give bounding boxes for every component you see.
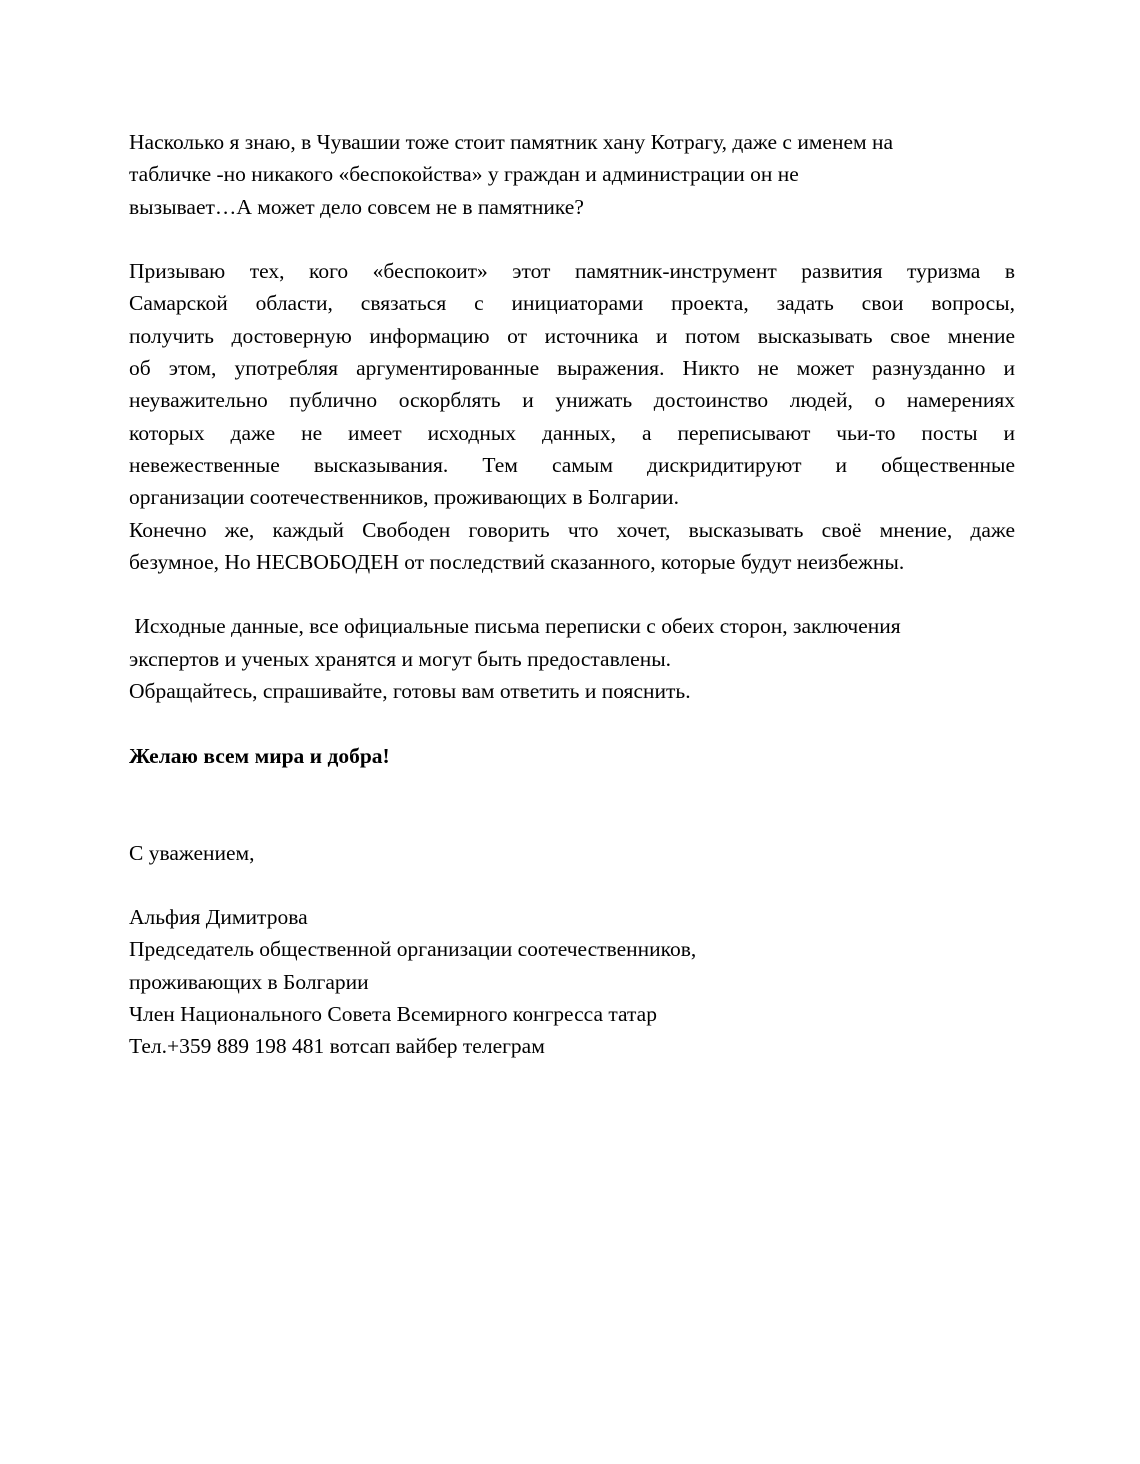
freedom-line: Конечно же, каждый Свободен говорить что хочет, высказывать своё мнение, даже [129, 517, 1015, 542]
paragraph-spacer [129, 578, 1015, 610]
freedom-paragraph [129, 514, 1015, 579]
signature-title: Председатель общественной организации соотечественников, [129, 937, 697, 962]
intro-line: вызывает…А может дело совсем не в памятнике? [129, 194, 584, 219]
signature-phone: Тел.+359 889 198 481 вотсап вайбер телеграм [129, 1034, 545, 1059]
appeal-line: Самарской области, связаться с инициаторами проекта, задать свои вопросы, [129, 291, 1015, 316]
signature-block [129, 901, 1015, 1062]
appeal-line: Призываю тех, кого «беспокоит» этот памятник-инструмент развития туризма в [129, 259, 1015, 284]
signature-membership: Член Национального Совета Всемирного конгресса татар [129, 1002, 657, 1027]
paragraph-spacer [129, 772, 1015, 837]
intro-paragraph [129, 126, 1015, 223]
closing-line: С уважением, [129, 840, 255, 865]
appeal-line: невежественные высказывания. Тем самым дискридитируют и общественные [129, 452, 1015, 477]
data-paragraph [129, 610, 1015, 707]
data-line: Исходные данные, все официальные письма переписки с обеих сторон, заключения [129, 614, 901, 639]
appeal-line: получить достоверную информацию от источника и потом высказывать свое мнение [129, 323, 1015, 348]
appeal-line: об этом, употребляя аргументированные выражения. Никто не может разнузданно и [129, 356, 1015, 381]
intro-line: Насколько я знаю, в Чувашии тоже стоит памятник хану Котрагу, даже с именем на [129, 130, 894, 154]
paragraph-spacer [129, 223, 1015, 255]
wish-line: Желаю всем мира и добра! [129, 743, 390, 768]
freedom-line: безумное, Но НЕСВОБОДЕН от последствий сказанного, которые будут неизбежны. [129, 549, 905, 574]
appeal-line: которых даже не имеет исходных данных, а переписывают чьи-то посты и [129, 420, 1015, 445]
signature-title: проживающих в Болгарии [129, 969, 369, 994]
data-line: экспертов и ученых хранятся и могут быть предоставлены. [129, 646, 672, 671]
appeal-paragraph [129, 255, 1015, 513]
data-line: Обращайтесь, спрашивайте, готовы вам ответить и пояснить. [129, 679, 691, 704]
appeal-line: неуважительно публично оскорблять и унижать достоинство людей, о намерениях [129, 388, 1015, 413]
letter-page [129, 126, 1015, 1063]
intro-line: табличке -но никакого «беспокойства» у граждан и администрации он не [129, 162, 799, 187]
paragraph-spacer [129, 869, 1015, 901]
paragraph-spacer [129, 707, 1015, 739]
signature-name: Альфия Димитрова [129, 905, 308, 930]
appeal-line: организации соотечественников, проживающих в Болгарии. [129, 485, 679, 510]
